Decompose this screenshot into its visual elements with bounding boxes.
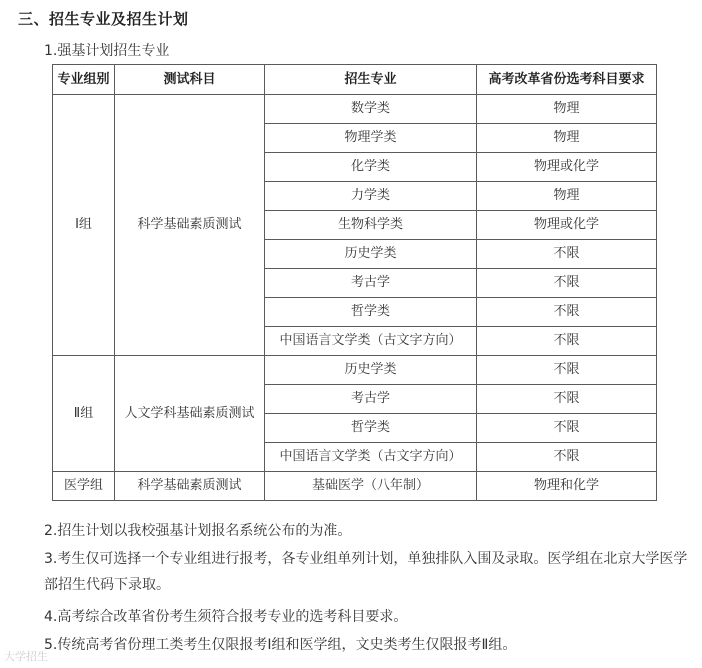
requirement-cell: 物理 [477,182,657,211]
test-cell: 科学基础素质测试 [115,95,265,356]
major-cell: 中国语言文学类（古文字方向） [265,443,477,472]
major-cell: 物理学类 [265,124,477,153]
requirement-cell: 不限 [477,385,657,414]
requirement-cell: 物理 [477,124,657,153]
major-cell: 基础医学（八年制） [265,472,477,501]
requirement-cell: 不限 [477,443,657,472]
group-cell: Ⅰ组 [53,95,115,356]
requirement-cell: 不限 [477,327,657,356]
note-single-group: 3.考生仅可选择一个专业组进行报考，各专业组单列计划，单独排队入围及录取。医学组在北京大学医学部招生代码下录取。 [44,551,688,593]
requirement-cell: 物理或化学 [477,153,657,182]
group-cell: Ⅱ组 [53,356,115,472]
header-group: 专业组别 [53,65,115,95]
header-test: 测试科目 [115,65,265,95]
group-cell: 医学组 [53,472,115,501]
table-row [53,472,657,501]
admission-plan-table [52,64,657,501]
note-subject-requirement: 4.高考综合改革省份考生须符合报考专业的选考科目要求。 [44,609,408,625]
major-cell: 考古学 [265,269,477,298]
major-cell: 历史学类 [265,240,477,269]
major-cell: 中国语言文学类（古文字方向） [265,327,477,356]
requirement-cell: 物理和化学 [477,472,657,501]
watermark: 大学招生 [4,650,48,663]
test-cell: 人文学科基础素质测试 [115,356,265,472]
requirement-cell: 不限 [477,269,657,298]
section-heading: 三、招生专业及招生计划 [18,10,189,28]
header-major: 招生专业 [265,65,477,95]
major-cell: 哲学类 [265,298,477,327]
major-cell: 数学类 [265,95,477,124]
requirement-cell: 不限 [477,298,657,327]
major-cell: 生物科学类 [265,211,477,240]
table-row [53,356,657,385]
major-cell: 考古学 [265,385,477,414]
note-plan-source: 2.招生计划以我校强基计划报名系统公布的为准。 [44,523,352,539]
table-header-row [53,65,657,95]
requirement-cell: 不限 [477,414,657,443]
requirement-cell: 不限 [477,240,657,269]
requirement-cell: 物理或化学 [477,211,657,240]
major-cell: 化学类 [265,153,477,182]
subsection-heading: 1.强基计划招生专业 [44,43,170,59]
requirement-cell: 不限 [477,356,657,385]
major-cell: 历史学类 [265,356,477,385]
requirement-cell: 物理 [477,95,657,124]
major-cell: 哲学类 [265,414,477,443]
table-row [53,95,657,124]
header-requirement: 高考改革省份选考科目要求 [477,65,657,95]
major-cell: 力学类 [265,182,477,211]
note-traditional-provinces: 5.传统高考省份理工类考生仅限报考Ⅰ组和医学组，文史类考生仅限报考Ⅱ组。 [44,637,517,653]
test-cell: 科学基础素质测试 [115,472,265,501]
